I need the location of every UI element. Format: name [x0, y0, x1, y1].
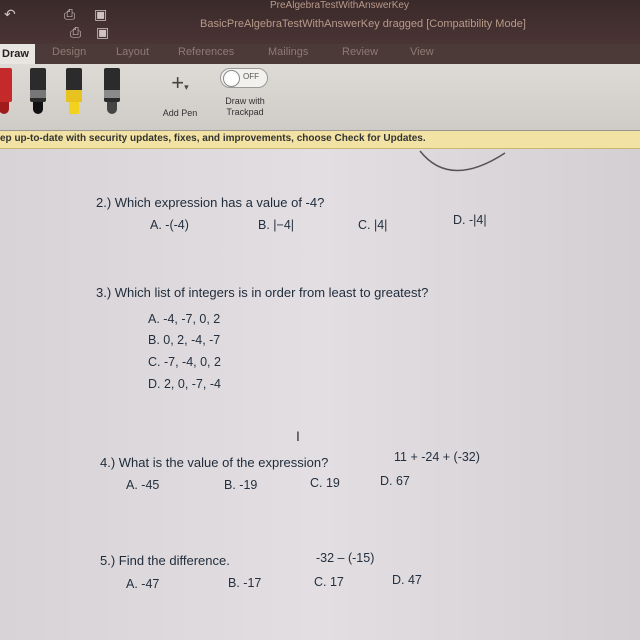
red-pen-icon[interactable] — [0, 68, 14, 118]
ribbon-tabs — [0, 44, 640, 64]
undo-icon[interactable]: ↶ — [4, 6, 16, 22]
draw-with-trackpad-label: Draw with Trackpad — [225, 96, 265, 117]
black-pen-icon[interactable] — [28, 68, 48, 118]
q3-option-a: A. -4, -7, 0, 2 — [148, 312, 221, 326]
window-title: BasicPreAlgebraTestWithAnswerKey dragged [Compatibility Mode] — [200, 18, 526, 30]
add-pen-button[interactable] — [155, 72, 205, 126]
gray-pen-icon[interactable] — [102, 68, 122, 118]
save-icon-2[interactable]: ▣ — [96, 24, 110, 40]
print-icon[interactable]: ⎙ — [64, 6, 76, 22]
tab-layout[interactable]: Layout — [116, 46, 150, 58]
q5-option-c: C. 17 — [314, 575, 344, 589]
q2-option-d: D. -|4| — [453, 213, 487, 227]
add-pen-label: Add Pen — [162, 108, 198, 118]
question-4: 4.) What is the value of the expression? — [100, 455, 329, 470]
q5-option-b: B. -17 — [228, 576, 262, 590]
trackpad-toggle[interactable] — [220, 68, 268, 88]
tab-design[interactable]: Design — [52, 46, 87, 58]
tab-review[interactable]: Review — [342, 46, 379, 58]
yellow-highlighter-icon[interactable] — [64, 68, 84, 118]
tab-mailings[interactable]: Mailings — [268, 46, 309, 58]
q3-option-b: B. 0, 2, -4, -7 — [148, 333, 221, 347]
q5-option-d: D. 47 — [392, 573, 422, 587]
draw-ribbon — [0, 64, 640, 131]
toggle-state: OFF — [243, 72, 259, 81]
print-icon-2[interactable]: ⎙ — [70, 24, 82, 40]
q4-option-c: C. 19 — [310, 476, 340, 490]
update-message-bar — [0, 131, 640, 149]
q2-option-c: C. |4| — [358, 218, 388, 232]
q2-option-b: B. |−4| — [258, 218, 295, 232]
window-title-top: PreAlgebraTestWithAnswerKey — [270, 0, 409, 11]
plus-icon: +▾ — [171, 70, 189, 95]
q4-expression: 11 + -24 + (-32) — [394, 450, 480, 464]
tab-draw[interactable]: Draw — [0, 44, 35, 64]
q5-option-a: A. -47 — [126, 577, 160, 591]
question-5: 5.) Find the difference. — [100, 553, 230, 568]
q3-option-c: C. -7, -4, 0, 2 — [148, 355, 221, 369]
tab-view[interactable]: View — [410, 46, 434, 58]
question-3: 3.) Which list of integers is in order from least to greatest? — [96, 285, 429, 300]
save-icon[interactable]: ▣ — [94, 6, 108, 22]
q5-expression: -32 – (-15) — [316, 551, 375, 565]
tab-references[interactable]: References — [178, 46, 235, 58]
update-message: ep up-to-date with security updates, fixes, and improvements, choose Check for Updates. — [0, 133, 426, 144]
drawn-curve-shape — [410, 149, 520, 185]
toggle-knob — [223, 70, 240, 87]
q2-option-a: A. -(-4) — [150, 218, 189, 232]
document-page[interactable] — [0, 149, 640, 640]
q4-option-d: D. 67 — [380, 474, 410, 488]
q3-option-d: D. 2, 0, -7, -4 — [148, 377, 221, 391]
title-bar — [0, 0, 640, 44]
q4-option-b: B. -19 — [224, 478, 258, 492]
text-cursor-icon: I — [296, 428, 300, 444]
q4-option-a: A. -45 — [126, 478, 160, 492]
question-2: 2.) Which expression has a value of -4? — [96, 195, 325, 210]
